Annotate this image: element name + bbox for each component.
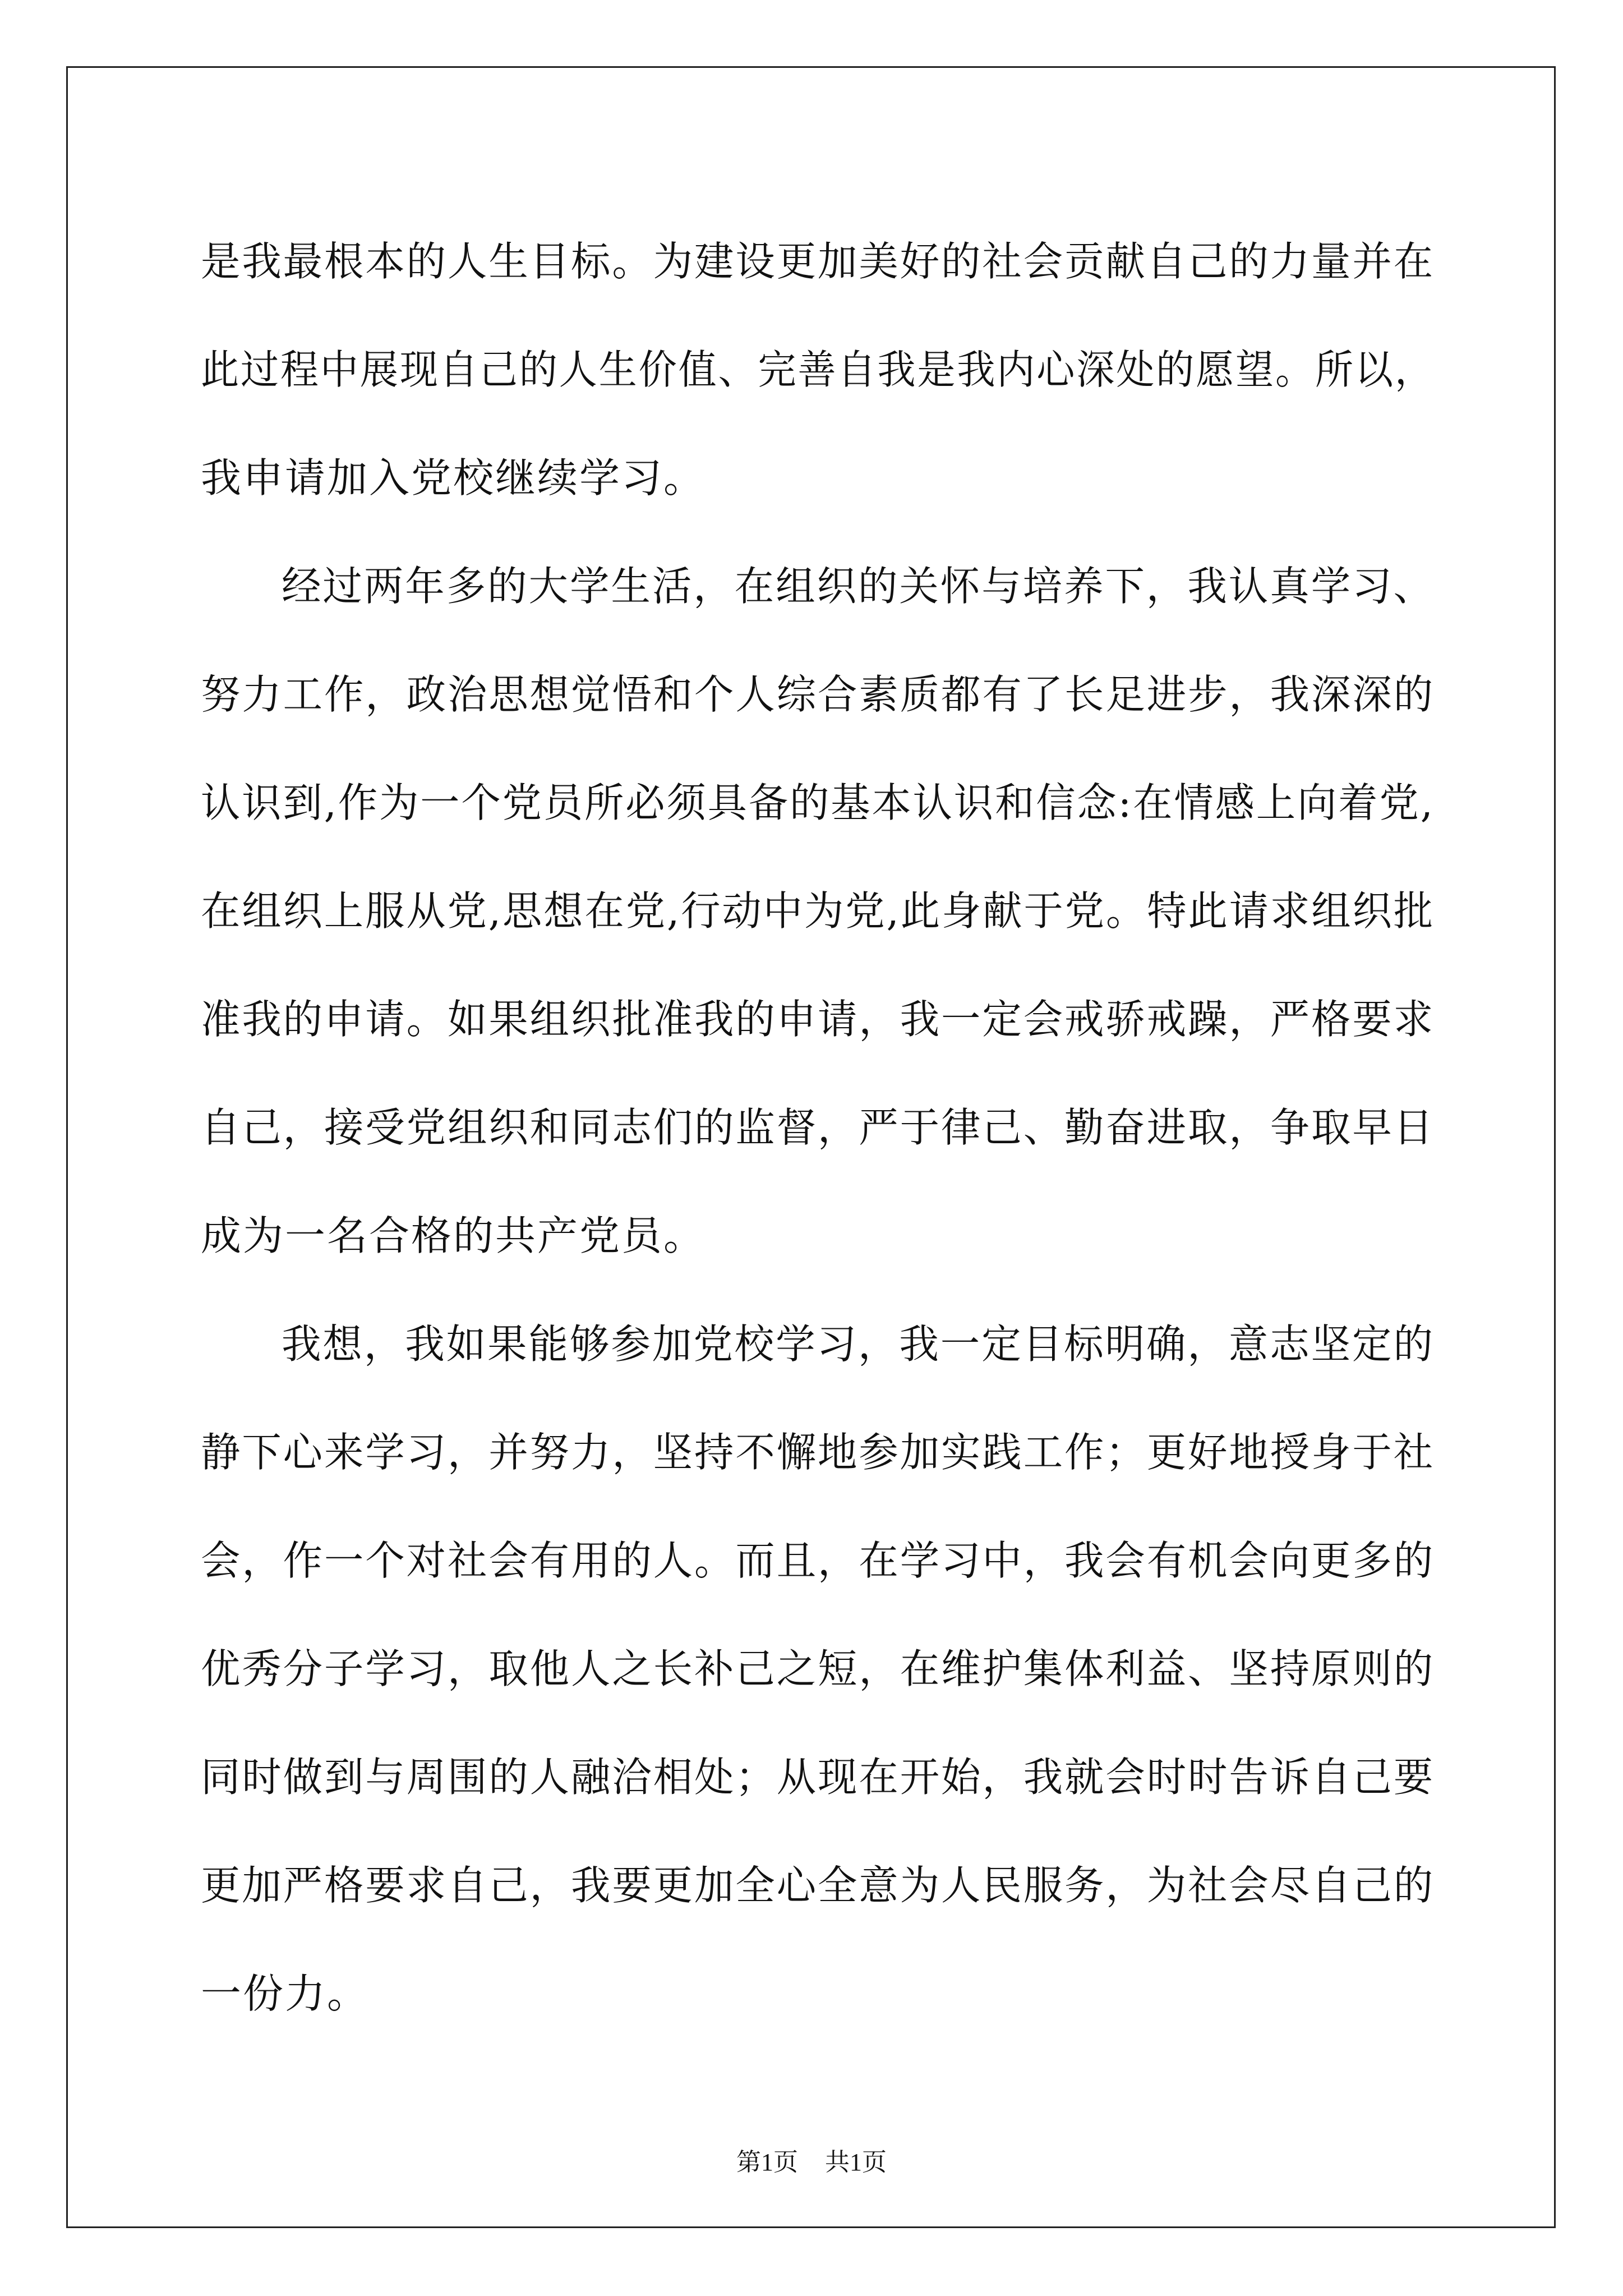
- text-line: 准我的申请。如果组织批准我的申请，我一定会戒骄戒躁，严格要求: [201, 996, 1435, 1043]
- text-line: 更加严格要求自己，我要更加全心全意为人民服务，为社会尽自己的: [201, 1862, 1435, 1909]
- text-line: 认识到,作为一个党员所必须具备的基本认识和信念:在情感上向着党,: [201, 779, 1435, 826]
- document-body: [201, 208, 1435, 2048]
- text-line: 努力工作，政治思想觉悟和个人综合素质都有了长足进步，我深深的: [201, 671, 1435, 718]
- text-line: 是我最根本的人生目标。为建设更加美好的社会贡献自己的力量并在: [201, 238, 1435, 285]
- text-line: 我申请加入党校继续学习。: [201, 454, 706, 501]
- page-total: 共1页: [825, 2148, 887, 2176]
- text-line: 此过程中展现自己的人生价值、完善自我是我内心深处的愿望。所以，: [201, 346, 1435, 393]
- text-line: 成为一名合格的共产党员。: [201, 1212, 706, 1259]
- page-number: 第1页: [736, 2148, 798, 2176]
- text-line: 在组织上服从党,思想在党,行动中为党,此身献于党。特此请求组织批: [201, 887, 1435, 935]
- text-line: 同时做到与周围的人融洽相处；从现在开始，我就会时时告诉自己要: [201, 1754, 1435, 1801]
- page-footer: [0, 2142, 1623, 2178]
- text-line: 我想，我如果能够参加党校学习，我一定目标明确，意志坚定的: [282, 1320, 1435, 1368]
- text-line: 一份力。: [201, 1970, 370, 2017]
- text-line: 静下心来学习，并努力，坚持不懈地参加实践工作；更好地授身于社: [201, 1429, 1435, 1476]
- text-line: 会，作一个对社会有用的人。而且，在学习中，我会有机会向更多的: [201, 1537, 1435, 1584]
- text-line: 优秀分子学习，取他人之长补己之短，在维护集体利益、坚持原则的: [201, 1645, 1435, 1692]
- text-line: 经过两年多的大学生活，在组织的关怀与培养下，我认真学习、: [282, 563, 1435, 610]
- text-line: 自己，接受党组织和同志们的监督，严于律己、勤奋进取，争取早日: [201, 1104, 1435, 1151]
